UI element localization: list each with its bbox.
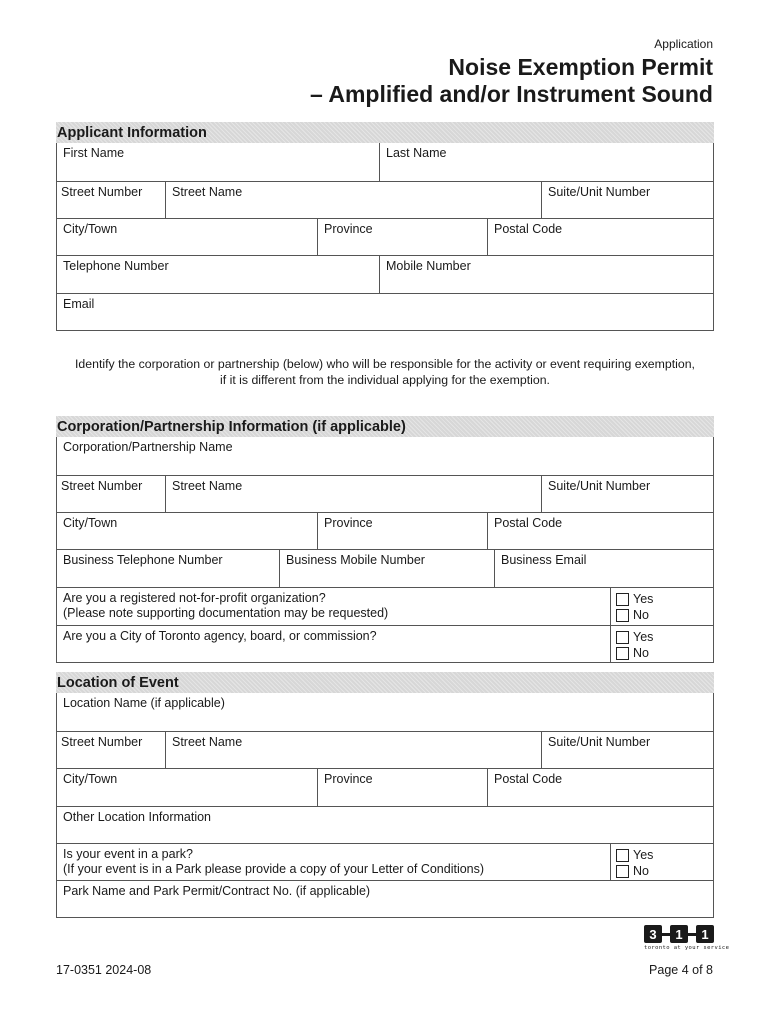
corporation-grid <box>56 437 714 663</box>
logo-tagline: toronto at your service <box>644 945 730 951</box>
logo-digit-1b: 1 <box>696 925 714 943</box>
postal-code-label: Postal Code <box>494 516 563 530</box>
nfp-question <box>57 588 610 625</box>
province-label: Province <box>324 772 373 786</box>
park-yes-option[interactable] <box>616 847 713 863</box>
location-name-label: Location Name (if applicable) <box>63 696 225 710</box>
suite-unit-label: Suite/Unit Number <box>548 185 651 199</box>
applicant-suite-field[interactable] <box>541 182 713 218</box>
corp-street-number-field[interactable] <box>57 476 165 512</box>
nfp-yes-option[interactable] <box>616 591 713 607</box>
city-town-label: City/Town <box>63 772 118 786</box>
nfp-question-line2: (Please note supporting documentation may be requested) <box>63 606 389 620</box>
applicant-province-field[interactable] <box>317 219 487 255</box>
park-name-label: Park Name and Park Permit/Contract No. (if applicable) <box>63 884 371 898</box>
suite-unit-label: Suite/Unit Number <box>548 479 651 493</box>
business-telephone-field[interactable] <box>57 550 279 587</box>
yes-label: Yes <box>633 848 654 862</box>
location-grid <box>56 693 714 918</box>
corp-street-name-field[interactable] <box>165 476 541 512</box>
park-no-checkbox[interactable] <box>616 865 629 878</box>
location-name-field[interactable] <box>57 693 713 731</box>
applicant-grid <box>56 143 714 331</box>
yes-label: Yes <box>633 592 654 606</box>
business-mobile-label: Business Mobile Number <box>286 553 425 567</box>
business-email-label: Business Email <box>501 553 587 567</box>
email-label: Email <box>63 297 95 311</box>
last-name-label: Last Name <box>386 146 447 160</box>
street-name-label: Street Name <box>172 735 243 749</box>
no-label: No <box>633 864 649 878</box>
corp-province-field[interactable] <box>317 513 487 549</box>
city-agency-yes-checkbox[interactable] <box>616 631 629 644</box>
form-type-label: Application <box>654 37 713 51</box>
park-name-field[interactable] <box>57 881 713 917</box>
no-label: No <box>633 646 649 660</box>
page-title: Noise Exemption Permit <box>448 54 713 80</box>
corp-city-field[interactable] <box>57 513 317 549</box>
instruction-note-line1: Identify the corporation or partnership (below) who will be responsible for the activity or event requiring exemption, <box>75 357 695 371</box>
corp-postal-code-field[interactable] <box>487 513 713 549</box>
loc-city-field[interactable] <box>57 769 317 806</box>
park-question-line2: (If your event is in a Park please provide a copy of your Letter of Conditions) <box>63 862 485 876</box>
other-location-field[interactable] <box>57 807 713 843</box>
park-yes-checkbox[interactable] <box>616 849 629 862</box>
toronto-311-logo <box>644 925 730 951</box>
city-agency-question-text: Are you a City of Toronto agency, board, or commission? <box>63 629 377 643</box>
park-no-option[interactable] <box>616 863 713 879</box>
loc-street-name-field[interactable] <box>165 732 541 768</box>
applicant-city-field[interactable] <box>57 219 317 255</box>
loc-postal-code-field[interactable] <box>487 769 713 806</box>
postal-code-label: Postal Code <box>494 222 563 236</box>
location-section <box>56 672 714 918</box>
applicant-postal-code-field[interactable] <box>487 219 713 255</box>
location-heading: Location of Event <box>56 672 714 693</box>
telephone-field[interactable] <box>57 256 379 293</box>
logo-digits <box>644 925 714 943</box>
street-number-label: Street Number <box>61 479 143 493</box>
corporation-section <box>56 416 714 663</box>
instruction-note <box>0 356 770 388</box>
loc-province-field[interactable] <box>317 769 487 806</box>
loc-street-number-field[interactable] <box>57 732 165 768</box>
suite-unit-label: Suite/Unit Number <box>548 735 651 749</box>
instruction-note-line2: if it is different from the individual applying for the exemption. <box>220 373 550 387</box>
no-label: No <box>633 608 649 622</box>
nfp-options <box>610 588 713 625</box>
corporation-heading: Corporation/Partnership Information (if applicable) <box>56 416 714 437</box>
street-number-label: Street Number <box>61 735 143 749</box>
nfp-yes-checkbox[interactable] <box>616 593 629 606</box>
city-agency-question <box>57 626 610 662</box>
mobile-field[interactable] <box>379 256 713 293</box>
business-mobile-field[interactable] <box>279 550 494 587</box>
nfp-question-line1: Are you a registered not-for-profit organization? <box>63 591 326 605</box>
yes-label: Yes <box>633 630 654 644</box>
city-agency-no-option[interactable] <box>616 645 713 661</box>
first-name-label: First Name <box>63 146 125 160</box>
logo-connector <box>688 933 696 936</box>
business-email-field[interactable] <box>494 550 713 587</box>
street-number-label: Street Number <box>61 185 143 199</box>
corporation-name-label: Corporation/Partnership Name <box>63 440 233 454</box>
page-subtitle: – Amplified and/or Instrument Sound <box>310 81 713 107</box>
page-number: Page 4 of 8 <box>649 963 713 977</box>
city-town-label: City/Town <box>63 222 118 236</box>
park-question <box>57 844 610 880</box>
applicant-street-name-field[interactable] <box>165 182 541 218</box>
applicant-street-number-field[interactable] <box>57 182 165 218</box>
logo-digit-3: 3 <box>644 925 662 943</box>
city-agency-no-checkbox[interactable] <box>616 647 629 660</box>
nfp-no-checkbox[interactable] <box>616 609 629 622</box>
postal-code-label: Postal Code <box>494 772 563 786</box>
park-options <box>610 844 713 880</box>
street-name-label: Street Name <box>172 185 243 199</box>
last-name-field[interactable] <box>379 143 713 181</box>
loc-suite-field[interactable] <box>541 732 713 768</box>
corp-suite-field[interactable] <box>541 476 713 512</box>
first-name-field[interactable] <box>57 143 379 181</box>
nfp-no-option[interactable] <box>616 607 713 623</box>
province-label: Province <box>324 516 373 530</box>
logo-connector <box>662 933 670 936</box>
form-number: 17-0351 2024-08 <box>56 963 152 977</box>
street-name-label: Street Name <box>172 479 243 493</box>
logo-digit-1a: 1 <box>670 925 688 943</box>
park-question-line1: Is your event in a park? <box>63 847 193 861</box>
applicant-heading: Applicant Information <box>56 122 714 143</box>
province-label: Province <box>324 222 373 236</box>
city-town-label: City/Town <box>63 516 118 530</box>
telephone-label: Telephone Number <box>63 259 169 273</box>
mobile-label: Mobile Number <box>386 259 471 273</box>
applicant-section <box>56 122 714 331</box>
other-location-label: Other Location Information <box>63 810 211 824</box>
corporation-name-field[interactable] <box>57 437 713 475</box>
business-telephone-label: Business Telephone Number <box>63 553 223 567</box>
city-agency-yes-option[interactable] <box>616 629 713 645</box>
email-field[interactable] <box>57 294 713 330</box>
city-agency-options <box>610 626 713 662</box>
